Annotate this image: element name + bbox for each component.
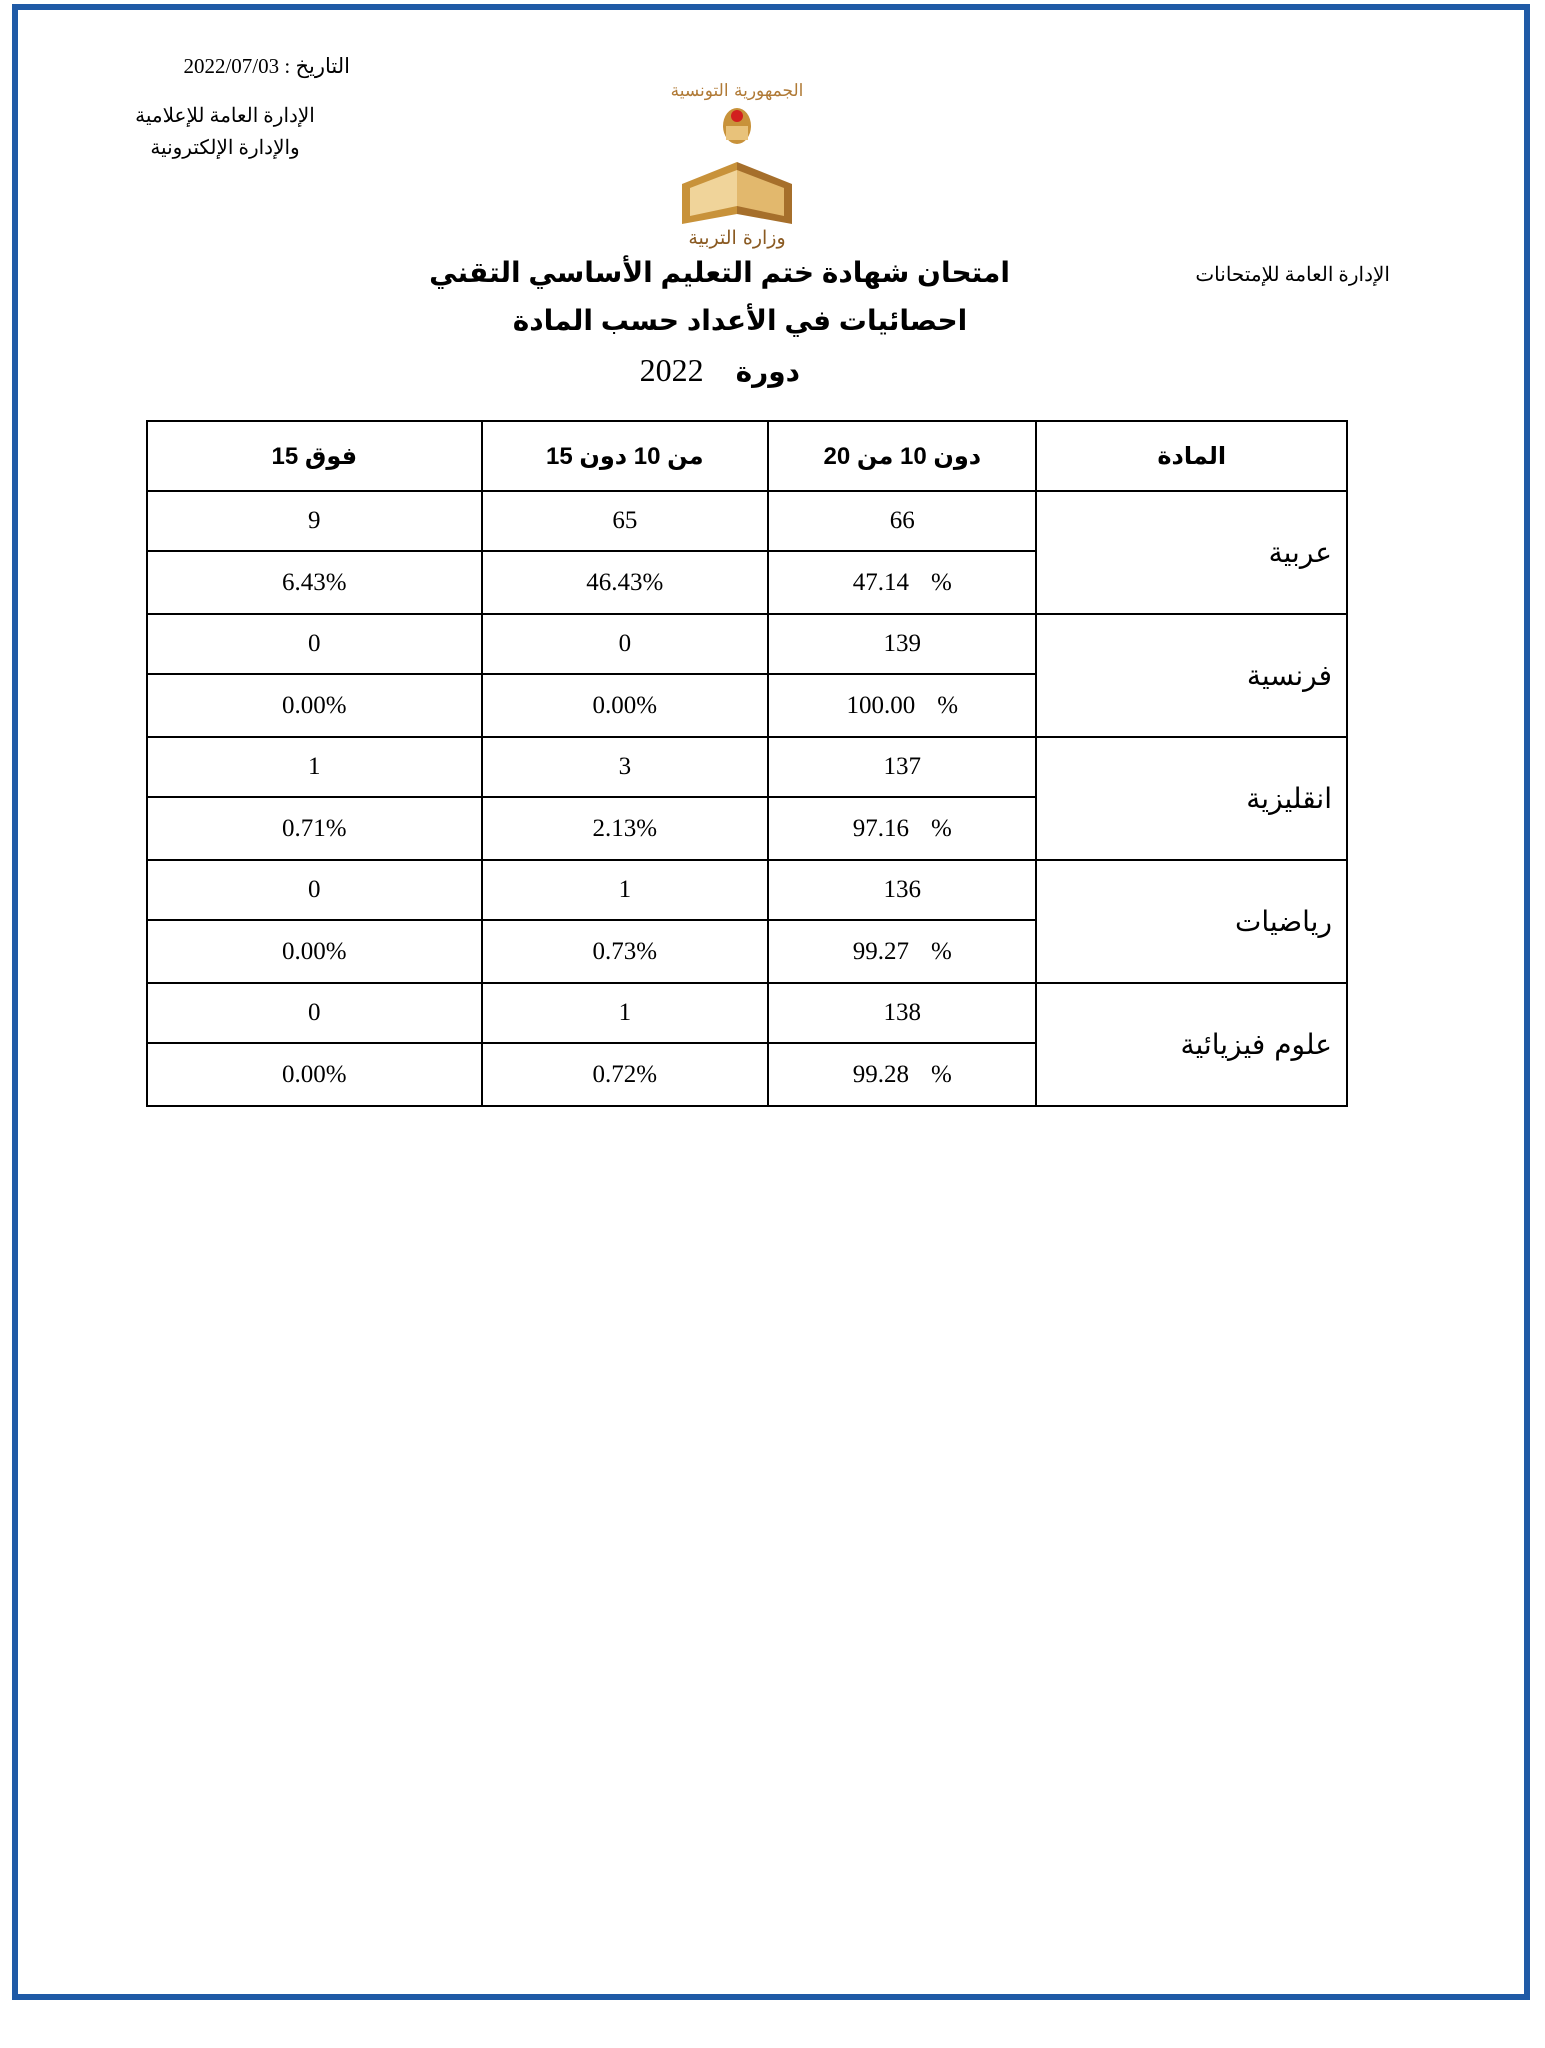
percent-cell: 2.13% — [482, 797, 768, 860]
subject-cell: علوم فيزيائية — [1036, 983, 1347, 1106]
count-cell: 139 — [768, 614, 1036, 674]
session-label: دورة — [735, 356, 800, 387]
ministry-logo — [662, 74, 812, 249]
percent-value: 100.00 — [846, 691, 916, 719]
date-line — [130, 54, 350, 79]
count-cell: 0 — [147, 614, 482, 674]
percent-cell — [768, 674, 1036, 737]
subject-cell: فرنسية — [1036, 614, 1347, 737]
percent-cell: 0.71% — [147, 797, 482, 860]
header-subject: المادة — [1036, 421, 1347, 491]
logo-top-text: الجمهورية التونسية — [670, 81, 804, 101]
percent-cell: 0.72% — [482, 1043, 768, 1106]
session-year: 2022 — [639, 352, 704, 388]
count-cell: 0 — [147, 983, 482, 1043]
percent-cell — [768, 1043, 1036, 1106]
percent-cell — [768, 797, 1036, 860]
percent-sign: % — [937, 691, 959, 719]
subject-cell: انقليزية — [1036, 737, 1347, 860]
percent-value: 97.16 — [852, 814, 909, 842]
logo-bottom-text: وزارة التربية — [688, 227, 786, 249]
header-below-10: دون 10 من 20 — [768, 421, 1036, 491]
table-row — [147, 983, 1347, 1043]
percent-cell: 0.00% — [482, 674, 768, 737]
count-cell: 138 — [768, 983, 1036, 1043]
ministry-emblem-icon — [662, 74, 812, 249]
percent-cell: 46.43% — [482, 551, 768, 614]
table-header-row — [147, 421, 1347, 491]
session-line — [600, 352, 800, 389]
count-cell: 1 — [482, 983, 768, 1043]
count-cell: 137 — [768, 737, 1036, 797]
table-row — [147, 860, 1347, 920]
count-cell: 9 — [147, 491, 482, 551]
count-cell: 136 — [768, 860, 1036, 920]
date-label: التاريخ : — [284, 54, 350, 78]
date-value: 2022/07/03 — [183, 54, 280, 78]
table-row — [147, 737, 1347, 797]
exam-title: امتحان شهادة ختم التعليم الأساسي التقني — [429, 257, 1010, 288]
count-cell: 1 — [147, 737, 482, 797]
count-cell: 0 — [147, 860, 482, 920]
count-cell: 0 — [482, 614, 768, 674]
left-office-line2: والإدارة الإلكترونية — [150, 137, 300, 159]
percent-cell — [768, 920, 1036, 983]
left-office-line1: الإدارة العامة للإعلامية — [135, 105, 315, 127]
percent-value: 99.28 — [852, 1060, 909, 1088]
table-row — [147, 614, 1347, 674]
count-cell: 66 — [768, 491, 1036, 551]
percent-cell: 0.73% — [482, 920, 768, 983]
statistics-table — [146, 420, 1348, 1107]
subject-cell: رياضيات — [1036, 860, 1347, 983]
header-10-to-15: من 10 دون 15 — [482, 421, 768, 491]
subject-cell: عربية — [1036, 491, 1347, 614]
percent-value: 99.27 — [852, 937, 909, 965]
percent-cell: 6.43% — [147, 551, 482, 614]
percent-cell: 0.00% — [147, 920, 482, 983]
percent-cell: 0.00% — [147, 674, 482, 737]
count-cell: 65 — [482, 491, 768, 551]
percent-cell — [768, 551, 1036, 614]
percent-value: 47.14 — [852, 568, 909, 596]
right-office: الإدارة العامة للإمتحانات — [1195, 264, 1390, 286]
table-row — [147, 491, 1347, 551]
percent-sign: % — [930, 814, 952, 842]
percent-sign: % — [930, 1060, 952, 1088]
percent-sign: % — [930, 937, 952, 965]
count-cell: 1 — [482, 860, 768, 920]
left-office-block — [110, 100, 340, 164]
percent-sign: % — [930, 568, 952, 596]
percent-cell: 0.00% — [147, 1043, 482, 1106]
header-above-15: فوق 15 — [147, 421, 482, 491]
stats-title: احصائيات في الأعداد حسب المادة — [512, 305, 968, 336]
count-cell: 3 — [482, 737, 768, 797]
